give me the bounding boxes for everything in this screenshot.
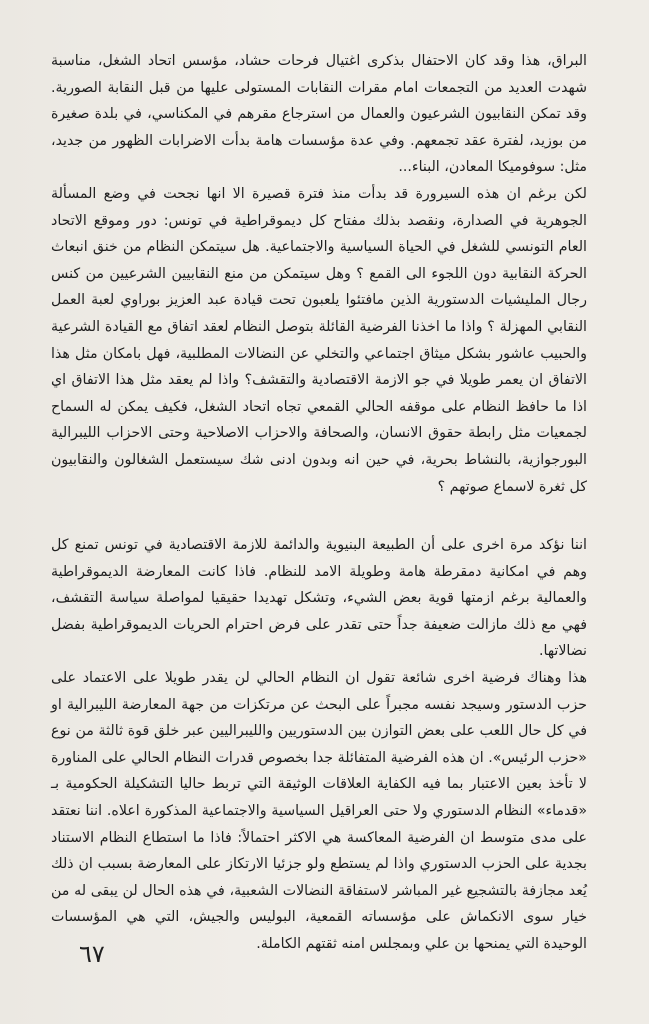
page-number: ٦٧ (79, 940, 105, 968)
text-block-top (51, 48, 587, 500)
paragraph-2: لكن برغم ان هذه السيرورة قد بدأت منذ فترة قصيرة الا انها نجحت في وضع المسألة الجوهرية في الصدارة، ونقصد بذلك مفتاح كل ديموقراطية في تونس: دور وموقع الاتحاد العام التونسي للشغل في الحياة السياسية والاجتماعية. هل سيتمكن النظام من خنق انبعاث الحركة النقابية دون اللجوء الى القمع ؟ وهل سيتمكن من منع النقابيين الشرعيين من كنس رجال المليشيات الدستورية الذين مافتئوا يلعبون تحت قيادة عبد العزيز بوراوي لعبة العمل النقابي المهزلة ؟ واذا ما اخذنا الفرضية القائلة بتوصل النظام لعقد اتفاق مع القيادة الشرعية والحبيب عاشور بشكل ميثاق اجتماعي والتخلي عن النضالات المطلبية، فهل بامكان مثل هذا الاتفاق ان يعمر طويلا في جو الازمة الاقتصادية والتقشف؟ واذا لم يعقد مثل هذا الاتفاق اي اذا ما حافظ النظام على موقفه الحالي القمعي تجاه اتحاد الشغل، فكيف يمكن له السماح لجمعيات مثل رابطة حقوق الانسان، والصحافة والاحزاب الاصلاحية وحتى الاحزاب الليبرالية البورجوازية، بالنشاط بحرية، في حين انه وبدون ادنى شك سيستعمل الشغالون والنقابيون كل ثغرة لاسماع صوتهم ؟ (51, 185, 587, 495)
text-block-bottom (51, 532, 587, 958)
paragraph-1: البراق، هذا وقد كان الاحتفال بذكرى اغتيال فرحات حشاد، مؤسس اتحاد الشغل، مناسبة شهدت العديد من التجمعات امام مقرات النقابات المستولى عليها من قبل النقابة الصورية. وقد تمكن النقابيون الشرعيون والعمال من استرجاع مقرهم في المكناسي، في بلدة صغيرة من بوزيد، لفترة عقد تجمعهم. وفي عدة مؤسسات هامة بدأت الاضرابات الظهور من جديد، مثل: سوفوميكا المعادن، البناء... (51, 53, 587, 176)
paragraph-3: اننا نؤكد مرة اخرى على أن الطبيعة البنيوية والدائمة للازمة الاقتصادية في تونس تمنع كل وهم في امكانية دمقرطة هامة وطويلة الامد للنظام. فاذا كانت المعارضة الديموقراطية والعمالية برغم ازمتها قوية بعض الشيء، وتشكل تهديدا حقيقيا لمواصلة سياسة التقشف، فهي مع ذلك مازالت ضعيفة جداً حتى تقدر على فرض احترام الحريات الديموقراطية بفضل نضالاتها. (51, 537, 587, 660)
paragraph-4: هذا وهناك فرضية اخرى شائعة تقول ان النظام الحالي لن يقدر طويلا على الاعتماد على حزب الدستور وسيجد نفسه مجبراً على البحث عن مرتكزات من جهة المعارضة الليبرالية او في كل حال اللعب على بعض التوازن بين الدستوريين والليبراليين عبر خلق قوة ثالثة من نوع «حزب الرئيس». ان هذه الفرضية المتفائلة جدا بخصوص قدرات النظام الحالي على المناورة لا تأخذ بعين الاعتبار بما فيه الكفاية العلاقات الوثيقة التي تربط حاليا التشكيلة الحكومية بـ «قدماء» النظام الدستوري ولا حتى العراقيل السياسية والاجتماعية المذكورة اعلاه. اننا نعتقد على مدى متوسط ان الفرضية المعاكسة هي الاكثر احتمالاً: فاذا ما استطاع النظام الاستناد بجدية على الحزب الدستوري واذا لم يستطع ولو جزئيا الارتكاز على المعارضة بسبب ان ذلك يُعد مجازفة بالتشجيع غير المباشر لاستفاقة النضالات الشعبية، في هذه الحال لن يبقى له من خيار سوى الانكماش على مؤسساته القمعية، البوليس والجيش، التي هي المؤسسات الوحيدة التي يمنحها بن علي وبمجلس امنه ثقتهم الكاملة. (51, 669, 587, 952)
